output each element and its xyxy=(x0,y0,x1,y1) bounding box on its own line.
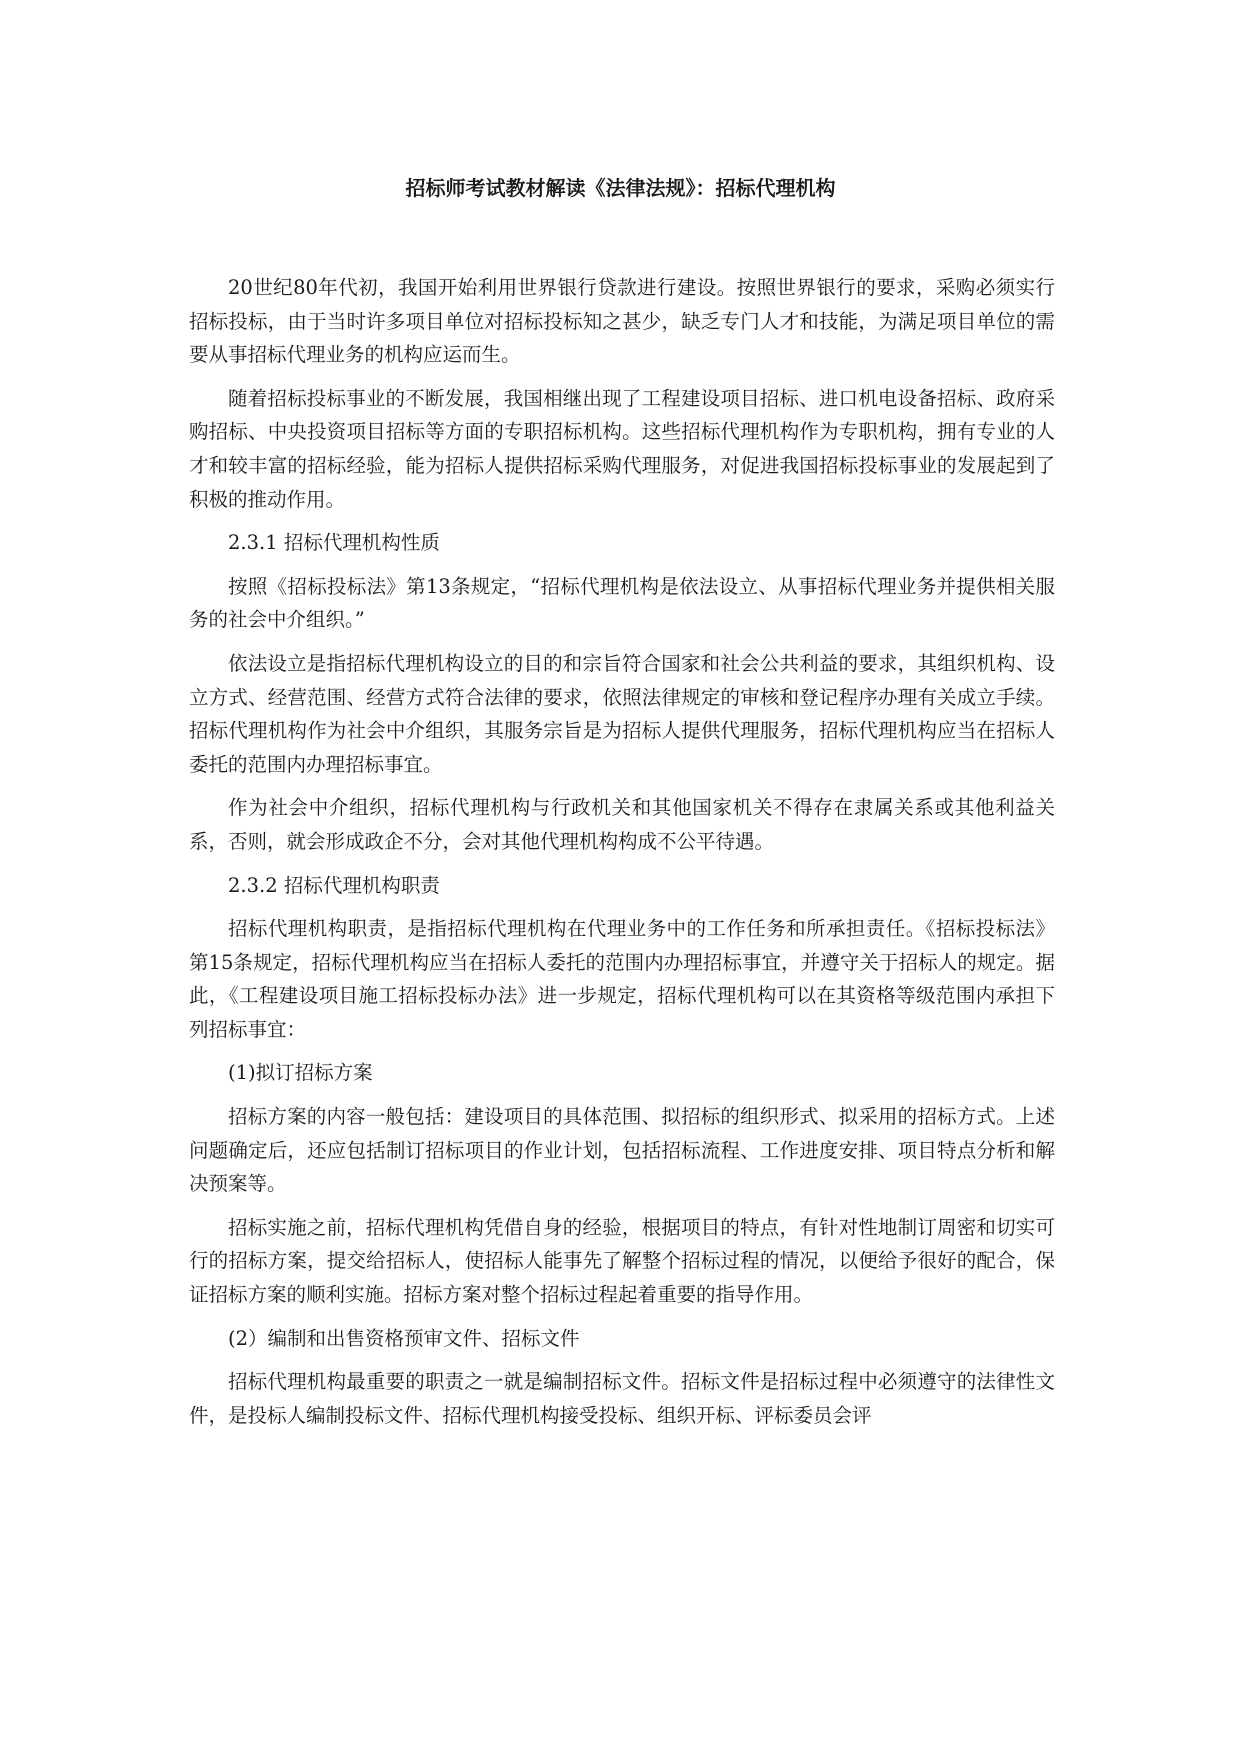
section-heading: 2.3.1 招标代理机构性质 xyxy=(228,531,440,555)
paragraph: 招标方案的内容一般包括：建设项目的具体范围、拟招标的组织形式、拟采用的招标方式。上述问题确定后，还应包括制订招标项目的作业计划，包括招标流程、工作进度安排、项目特点分析和解决预案等。 xyxy=(189,1105,1055,1196)
section-heading: 2.3.2 招标代理机构职责 xyxy=(228,873,440,897)
paragraph: 20世纪80年代初，我国开始利用世界银行贷款进行建设。按照世界银行的要求，采购必须实行招标投标，由于当时许多项目单位对招标投标知之甚少，缺乏专门人才和技能，为满足项目单位的需要从事招标代理业务的机构应运而生。 xyxy=(189,276,1055,367)
paragraph: 招标代理机构职责，是指招标代理机构在代理业务中的工作任务和所承担责任。《招标投标法》第15条规定，招标代理机构应当在招标人委托的范围内办理招标事宜，并遵守关于招标人的规定。据此，《工程建设项目施工招标投标办法》进一步规定，招标代理机构可以在其资格等级范围内承担下列招标事宜： xyxy=(189,917,1055,1041)
paragraph: 招标实施之前，招标代理机构凭借自身的经验，根据项目的特点，有针对性地制订周密和切实可行的招标方案，提交给招标人，使招标人能事先了解整个招标过程的情况，以便给予很好的配合，保证招标方案的顺利实施。招标方案对整个招标过程起着重要的指导作用。 xyxy=(189,1215,1055,1307)
paragraph: 招标代理机构最重要的职责之一就是编制招标文件。招标文件是招标过程中必须遵守的法律性文件，是投标人编制投标文件、招标代理机构接受投标、组织开标、评标委员会评 xyxy=(189,1370,1055,1427)
paragraph: 作为社会中介组织，招标代理机构与行政机关和其他国家机关不得存在隶属关系或其他利益关系，否则，就会形成政企不分，会对其他代理机构构成不公平待遇。 xyxy=(189,796,1055,853)
subsection-heading: (1)拟订招标方案 xyxy=(228,1061,373,1085)
subsection-heading: (2）编制和出售资格预审文件、招标文件 xyxy=(228,1326,580,1350)
paragraph: 依法设立是指招标代理机构设立的目的和宗旨符合国家和社会公共利益的要求，其组织机构、设立方式、经营范围、经营方式符合法律的要求，依照法律规定的审核和登记程序办理有关成立手续。招标代理机构作为社会中介组织，其服务宗旨是为招标人提供代理服务，招标代理机构应当在招标人委托的范围内办理招标事宜。 xyxy=(189,651,1055,776)
document-title: 招标师考试教材解读《法律法规》：招标代理机构 xyxy=(405,176,836,200)
document-body xyxy=(189,271,1055,1442)
paragraph: 按照《招标投标法》第13条规定，“招标代理机构是依法设立、从事招标代理业务并提供相关服务的社会中介组织。” xyxy=(189,574,1055,632)
paragraph: 随着招标投标事业的不断发展，我国相继出现了工程建设项目招标、进口机电设备招标、政府采购招标、中央投资项目招标等方面的专职招标机构。这些招标代理机构作为专职机构，拥有专业的人才和较丰富的招标经验，能为招标人提供招标采购代理服务，对促进我国招标投标事业的发展起到了积极的推动作用。 xyxy=(189,386,1055,511)
